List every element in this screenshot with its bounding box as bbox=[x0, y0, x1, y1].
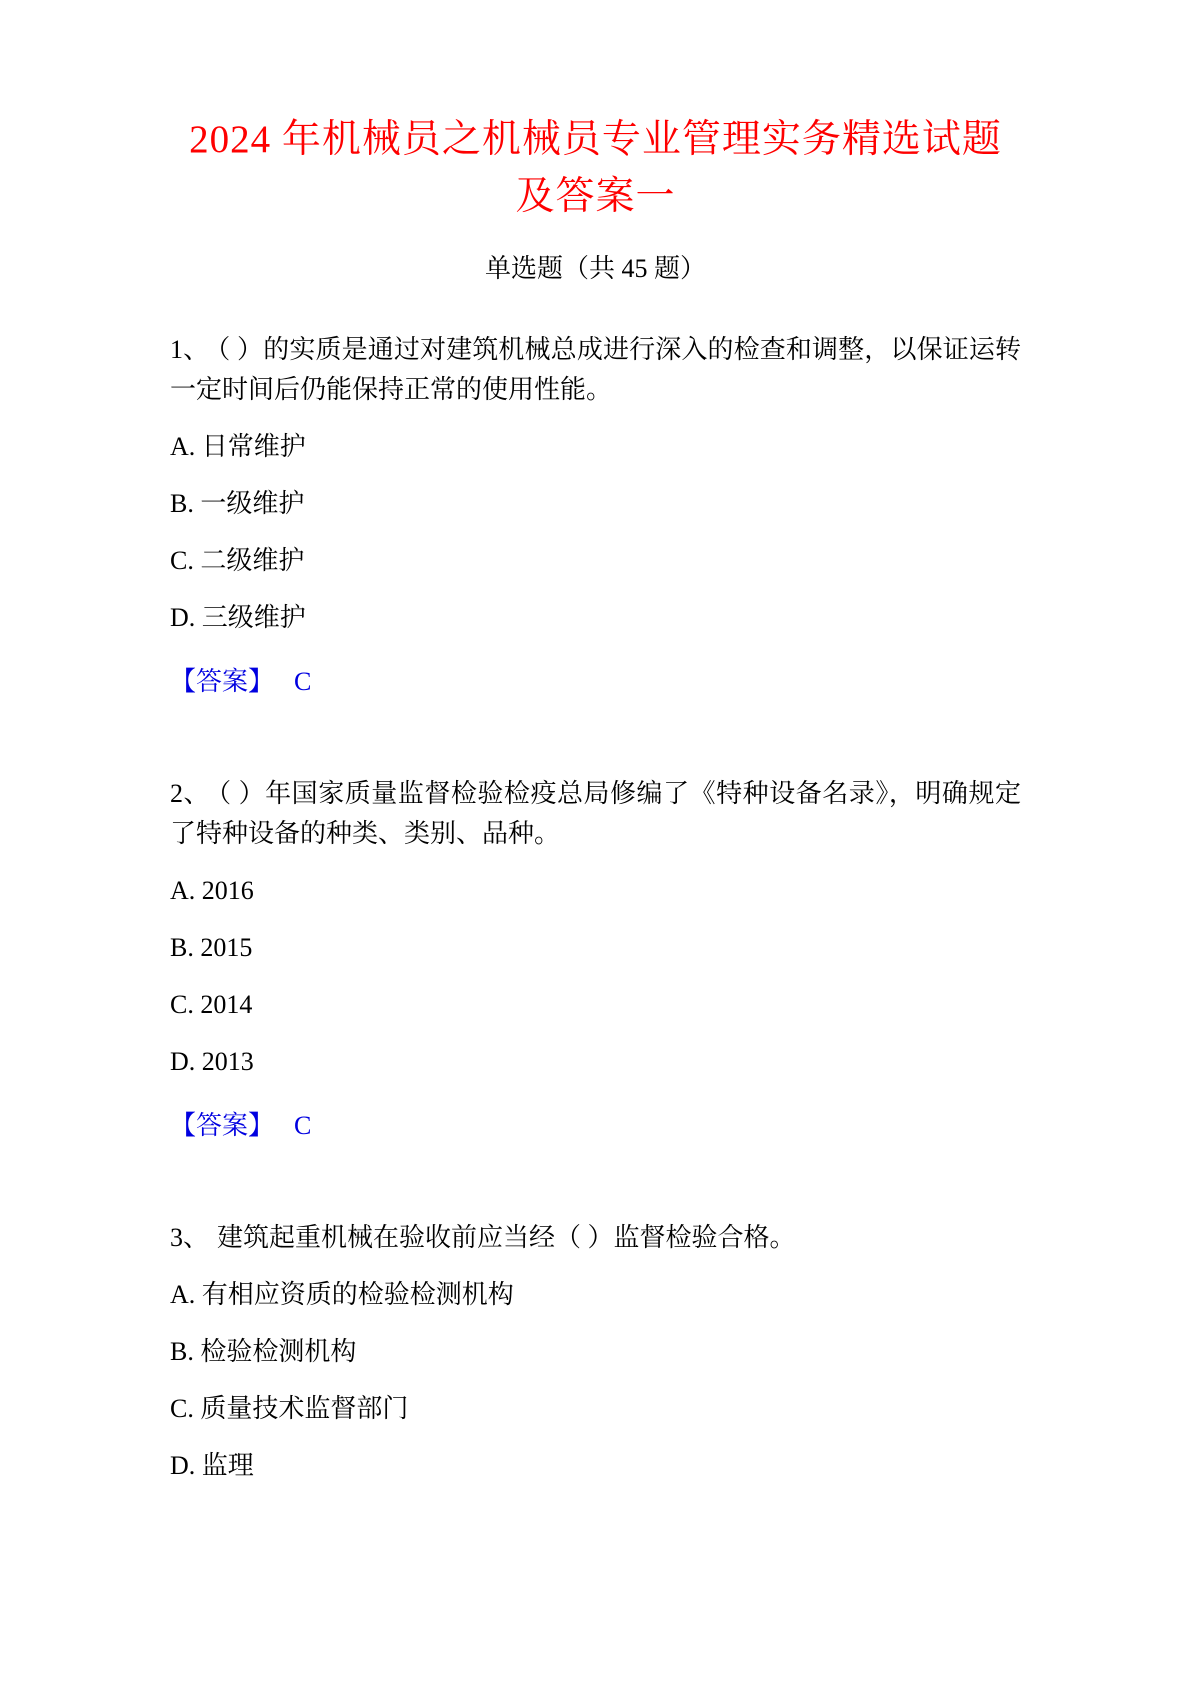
question-2-number: 2、 bbox=[170, 779, 211, 809]
question-1-body: （ ）的实质是通过对建筑机械总成进行深入的检查和调整，以保证运转一定时间后仍能保持正常的使用性能。 bbox=[170, 335, 1021, 405]
question-3 bbox=[170, 1218, 1021, 1486]
question-2-option-d: D. 2013 bbox=[170, 1047, 254, 1077]
answer-value: C bbox=[294, 1111, 312, 1141]
page-title: 2024 年机械员之机械员专业管理实务精选试题及答案一 bbox=[189, 118, 1002, 218]
question-1-option-d: D. 三级维护 bbox=[170, 603, 306, 633]
question-2-option-b: B. 2015 bbox=[170, 933, 253, 963]
question-1-text bbox=[170, 330, 1021, 410]
question-1-option-a: A. 日常维护 bbox=[170, 432, 306, 462]
question-2-option-c: C. 2014 bbox=[170, 990, 253, 1020]
question-3-option-c: C. 质量技术监督部门 bbox=[170, 1394, 409, 1424]
question-3-number: 3、 bbox=[170, 1223, 210, 1253]
question-3-text bbox=[170, 1218, 1021, 1258]
section-subtitle: 单选题（共 45 题） bbox=[484, 254, 706, 284]
question-1-option-b: B. 一级维护 bbox=[170, 489, 305, 519]
question-3-body: 建筑起重机械在验收前应当经（ ）监督检验合格。 bbox=[217, 1223, 796, 1253]
question-3-option-a: A. 有相应资质的检验检测机构 bbox=[170, 1280, 514, 1310]
question-1-answer bbox=[170, 662, 1021, 702]
question-3-option-d: D. 监理 bbox=[170, 1451, 254, 1481]
question-1-number: 1、 bbox=[170, 335, 210, 365]
question-2 bbox=[170, 774, 1021, 1146]
question-3-option-b: B. 检验检测机构 bbox=[170, 1337, 357, 1367]
question-2-body: （ ）年国家质量监督检验检疫总局修编了《特种设备名录》，明确规定了特种设备的种类、类别、品种。 bbox=[170, 779, 1021, 849]
answer-value: C bbox=[294, 667, 312, 697]
answer-label: 【答案】 bbox=[170, 1111, 275, 1141]
answer-label: 【答案】 bbox=[170, 667, 275, 697]
question-2-text bbox=[170, 774, 1021, 854]
question-1-option-c: C. 二级维护 bbox=[170, 546, 305, 576]
question-1 bbox=[170, 330, 1021, 702]
question-2-option-a: A. 2016 bbox=[170, 876, 254, 906]
question-2-answer bbox=[170, 1106, 1021, 1146]
